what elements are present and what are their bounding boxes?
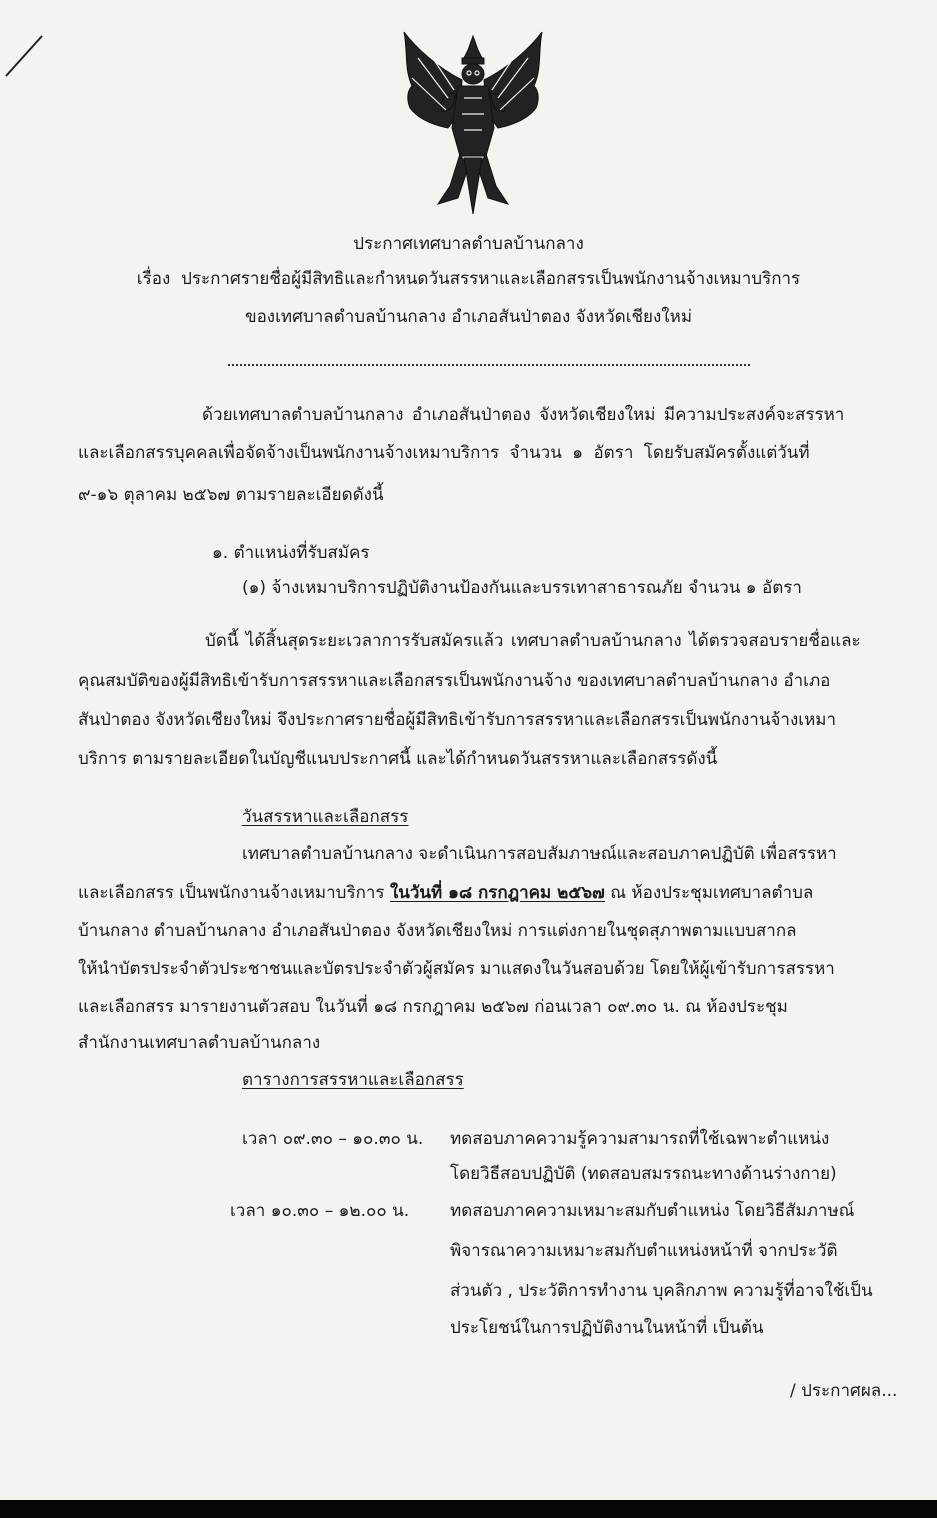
selection-line-2-end: ณ ห้องประชุมเทศบาลตำบล bbox=[604, 883, 814, 903]
intro-line-1: ด้วยเทศบาลตำบลบ้านกลาง อำเภอสันป่าตอง จังหวัดเชียงใหม่ มีความประสงค์จะสรรหา bbox=[202, 405, 845, 425]
selection-line-1: เทศบาลตำบลบ้านกลาง จะดำเนินการสอบสัมภาษณ์และสอบภาคปฏิบัติ เพื่อสรรหา bbox=[242, 844, 837, 864]
para2-line-2: คุณสมบัติของผู้มีสิทธิเข้ารับการสรรหาและเลือกสรรเป็นพนักงานจ้าง ของเทศบาลตำบลบ้านกลาง อำเภอ bbox=[78, 671, 831, 691]
garuda-emblem-icon bbox=[398, 28, 548, 218]
selection-line-3: บ้านกลาง ตำบลบ้านกลาง อำเภอสันป่าตอง จังหวัดเชียงใหม่ การแต่งกายในชุดสุภาพตามแบบสากล bbox=[78, 921, 797, 941]
scan-bottom-edge bbox=[0, 1500, 937, 1518]
exam-date-highlight: ในวันที่ ๑๘ กรกฎาคม ๒๕๖๗ bbox=[389, 883, 605, 903]
slot2-line-3: ส่วนตัว , ประวัติการทำงาน บุคลิกภาพ ความรู้ที่อาจใช้เป็น bbox=[450, 1281, 873, 1301]
intro-line-2: และเลือกสรรบุคคลเพื่อจัดจ้างเป็นพนักงานจ้างเหมาบริการ จำนวน ๑ อัตรา โดยรับสมัครตั้งแต่วันที่ bbox=[78, 443, 810, 463]
slot1-line-1: ทดสอบภาคความรู้ความสามารถที่ใช้เฉพาะตำแหน่ง bbox=[450, 1129, 830, 1149]
position-item-1: (๑) จ้างเหมาบริการปฏิบัติงานป้องกันและบรรเทาสาธารณภัย จำนวน ๑ อัตรา bbox=[242, 578, 802, 598]
selection-line-4: ให้นำบัตรประจำตัวประชาชนและบัตรประจำตัวผู้สมัคร มาแสดงในวันสอบด้วย โดยให้ผู้เข้ารับการสรรหา bbox=[78, 959, 835, 979]
slot2-line-2: พิจารณาความเหมาะสมกับตำแหน่งหน้าที่ จากประวัติ bbox=[450, 1241, 838, 1261]
subject-label: เรื่อง bbox=[136, 269, 171, 289]
para2-line-4: บริการ ตามรายละเอียดในบัญชีแนบประกาศนี้ และได้กำหนดวันสรรหาและเลือกสรรดังนี้ bbox=[78, 749, 718, 769]
subject-line-2: ของเทศบาลตำบลบ้านกลาง อำเภอสันป่าตอง จังหวัดเชียงใหม่ bbox=[244, 307, 693, 327]
position-heading: ๑. ตำแหน่งที่รับสมัคร bbox=[212, 543, 370, 563]
slot2-line-1: ทดสอบภาคความเหมาะสมกับตำแหน่ง โดยวิธีสัมภาษณ์ bbox=[450, 1201, 855, 1221]
subject-line bbox=[0, 268, 937, 290]
para2-line-1: บัดนี้ ได้สิ้นสุดระยะเวลาการรับสมัครแล้ว เทศบาลตำบลบ้านกลาง ได้ตรวจสอบรายชื่อและ bbox=[205, 631, 861, 651]
intro-line-3: ๙-๑๖ ตุลาคม ๒๕๖๗ ตามรายละเอียดดังนี้ bbox=[78, 485, 384, 505]
announcement-title: ประกาศเทศบาลตำบลบ้านกลาง bbox=[353, 234, 584, 254]
subject-text: ประกาศรายชื่อผู้มีสิทธิและกำหนดวันสรรหาและเลือกสรรเป็นพนักงานจ้างเหมาบริการ bbox=[181, 269, 801, 289]
para2-line-3: สันป่าตอง จังหวัดเชียงใหม่ จึงประกาศรายชื่อผู้มีสิทธิเข้ารับการสรรหาและเลือกสรรเป็นพนักงานจ้างเหมา bbox=[78, 710, 837, 730]
schedule-heading: ตารางการสรรหาและเลือกสรร bbox=[242, 1070, 464, 1090]
slot1-line-2: โดยวิธีสอบปฏิบัติ (ทดสอบสมรรถนะทางด้านร่างกาย) bbox=[450, 1164, 837, 1184]
slot2-time: เวลา ๑๐.๓๐ – ๑๒.๐๐ น. bbox=[230, 1201, 410, 1221]
selection-line-2 bbox=[78, 882, 813, 904]
selection-day-heading: วันสรรหาและเลือกสรร bbox=[242, 807, 409, 827]
dotted-divider bbox=[228, 364, 750, 366]
pen-slash-mark bbox=[4, 34, 44, 78]
selection-line-2-start: และเลือกสรร เป็นพนักงานจ้างเหมาบริการ bbox=[78, 883, 390, 903]
slot2-line-4: ประโยชน์ในการปฏิบัติงานในหน้าที่ เป็นต้น bbox=[450, 1318, 764, 1338]
continuation-note: / ประกาศผล... bbox=[790, 1381, 898, 1401]
selection-line-5: และเลือกสรร มารายงานตัวสอบ ในวันที่ ๑๘ กรกฎาคม ๒๕๖๗ ก่อนเวลา ๐๙.๓๐ น. ณ ห้องประชุม bbox=[78, 997, 788, 1017]
selection-line-6: สำนักงานเทศบาลตำบลบ้านกลาง bbox=[78, 1033, 321, 1053]
slot1-time: เวลา ๐๙.๓๐ – ๑๐.๓๐ น. bbox=[242, 1129, 424, 1149]
